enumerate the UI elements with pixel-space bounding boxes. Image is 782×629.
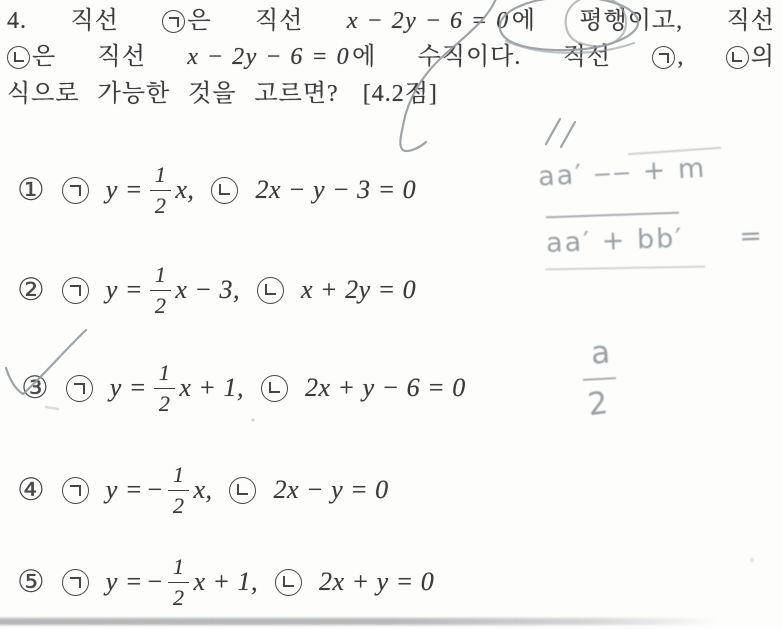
fraction-denominator: 2 <box>168 490 190 518</box>
word <box>162 6 211 36</box>
math-text: x − 2y − 6 = 0 <box>346 8 510 34</box>
handwriting-note-bottom <box>546 220 765 259</box>
question-number: 4. <box>7 8 27 34</box>
fraction-denominator: 2 <box>154 388 176 416</box>
option-number: ③ <box>21 369 49 406</box>
pencil-smudge-3 <box>750 558 754 562</box>
option-number: ④ <box>17 471 45 508</box>
word: 고르면? <box>254 81 339 107</box>
equation-tail: x − 3, <box>175 275 240 304</box>
word: 직선 <box>254 8 304 34</box>
option-row-2 <box>17 257 416 323</box>
equation-lhs: y = <box>109 373 147 402</box>
equation-tail: x + 1, <box>193 567 259 596</box>
question-line-3 <box>7 79 438 109</box>
word-part: 에 <box>352 44 377 70</box>
score-badge: [4.2점] <box>362 81 438 107</box>
equation-tail: x, <box>193 475 213 504</box>
option-number: ⑤ <box>17 563 45 600</box>
equation-tail: x + 1, <box>179 373 244 402</box>
nieun-circle-symbol <box>275 569 302 596</box>
giyeok-circle-symbol <box>62 177 89 204</box>
equation-a <box>106 463 213 518</box>
equation-sign: − <box>145 475 164 504</box>
scan-artifact-band <box>0 618 718 625</box>
fraction <box>168 463 190 518</box>
handwriting-fraction-bottom: 2 <box>585 384 612 424</box>
nieun-circle-symbol <box>726 46 749 69</box>
word-part: 은 <box>32 44 57 70</box>
nieun-circle-symbol <box>7 46 30 69</box>
equation-lhs: y = <box>105 275 143 304</box>
fraction-numerator: 1 <box>158 359 171 385</box>
fraction <box>168 555 190 610</box>
handwriting-fraction-bar <box>546 212 679 219</box>
fraction-numerator: 1 <box>154 161 167 187</box>
equation-a <box>106 555 258 610</box>
word-part: 은 <box>187 8 212 34</box>
pencil-double-slash-2 <box>561 122 575 147</box>
equation-b: 2x − y − 3 = 0 <box>255 175 417 204</box>
equation-lhs: y = <box>105 175 143 204</box>
word: 직선 <box>70 8 119 34</box>
option-row-1 <box>17 157 416 223</box>
equation-lhs: y = <box>105 475 143 504</box>
math-text: x − 2y − 6 = 0 <box>187 44 351 70</box>
word: 직선 <box>726 8 775 34</box>
fraction <box>150 163 172 218</box>
word <box>652 42 684 72</box>
equation-b: 2x − y = 0 <box>273 475 389 504</box>
fraction <box>150 263 172 318</box>
option-row-4 <box>17 457 389 523</box>
option-row-3 <box>21 355 466 421</box>
giyeok-circle-symbol <box>66 375 93 402</box>
handwriting-underline <box>545 266 705 271</box>
option-row-5 <box>17 549 434 615</box>
nieun-circle-symbol <box>261 375 288 402</box>
word-part: 의 <box>750 44 775 70</box>
fraction <box>154 361 176 416</box>
giyeok-circle-symbol <box>162 10 185 33</box>
giyeok-circle-symbol <box>652 46 675 69</box>
word: 직선 <box>562 44 612 70</box>
word-part: , <box>677 44 685 70</box>
fraction-denominator: 2 <box>150 190 172 218</box>
fraction-denominator: 2 <box>150 290 172 318</box>
fraction-numerator: 1 <box>154 261 167 287</box>
word: 식으로 <box>7 81 80 107</box>
word-part: 에 <box>511 8 536 34</box>
word: 평행이고, <box>579 8 684 34</box>
word: 직선 <box>97 44 146 70</box>
inline-equation <box>347 6 536 36</box>
equation-sign: − <box>145 567 164 596</box>
equation-lhs: y = <box>105 567 143 596</box>
equation-a <box>110 361 244 416</box>
handwriting-note-bottom-left: aa′ + bb′ <box>545 223 684 259</box>
equation-tail: x, <box>175 175 195 204</box>
question-line-1 <box>7 6 775 36</box>
handwriting-fraction-top: a <box>589 334 614 372</box>
handwriting-small-fraction-bar <box>583 377 616 381</box>
nieun-circle-symbol <box>229 477 256 504</box>
equation-a <box>106 263 240 318</box>
equation-b: 2x + y − 6 = 0 <box>304 373 466 402</box>
pencil-double-slash-1 <box>546 119 560 144</box>
word: 가능한 <box>97 81 171 107</box>
fraction-numerator: 1 <box>172 553 185 579</box>
word <box>726 42 775 72</box>
option-number: ① <box>17 171 45 208</box>
option-number: ② <box>17 271 45 308</box>
giyeok-circle-symbol <box>62 569 89 596</box>
nieun-circle-symbol <box>211 177 238 204</box>
question-line-2 <box>7 42 775 72</box>
inline-equation <box>187 42 376 72</box>
handwriting-note-top: aa′ ‒‒ + m <box>537 152 707 193</box>
equation-b: 2x + y = 0 <box>319 567 435 596</box>
handwriting-equals: = <box>738 220 765 253</box>
word <box>7 42 56 72</box>
equation-b: x + 2y = 0 <box>300 275 417 304</box>
giyeok-circle-symbol <box>62 477 89 504</box>
word: 것을 <box>188 81 237 107</box>
fraction-numerator: 1 <box>172 461 185 487</box>
equation-a <box>106 163 195 218</box>
giyeok-circle-symbol <box>62 277 89 304</box>
word: 수직이다. <box>417 44 522 70</box>
fraction-denominator: 2 <box>168 582 190 610</box>
nieun-circle-symbol <box>257 277 284 304</box>
